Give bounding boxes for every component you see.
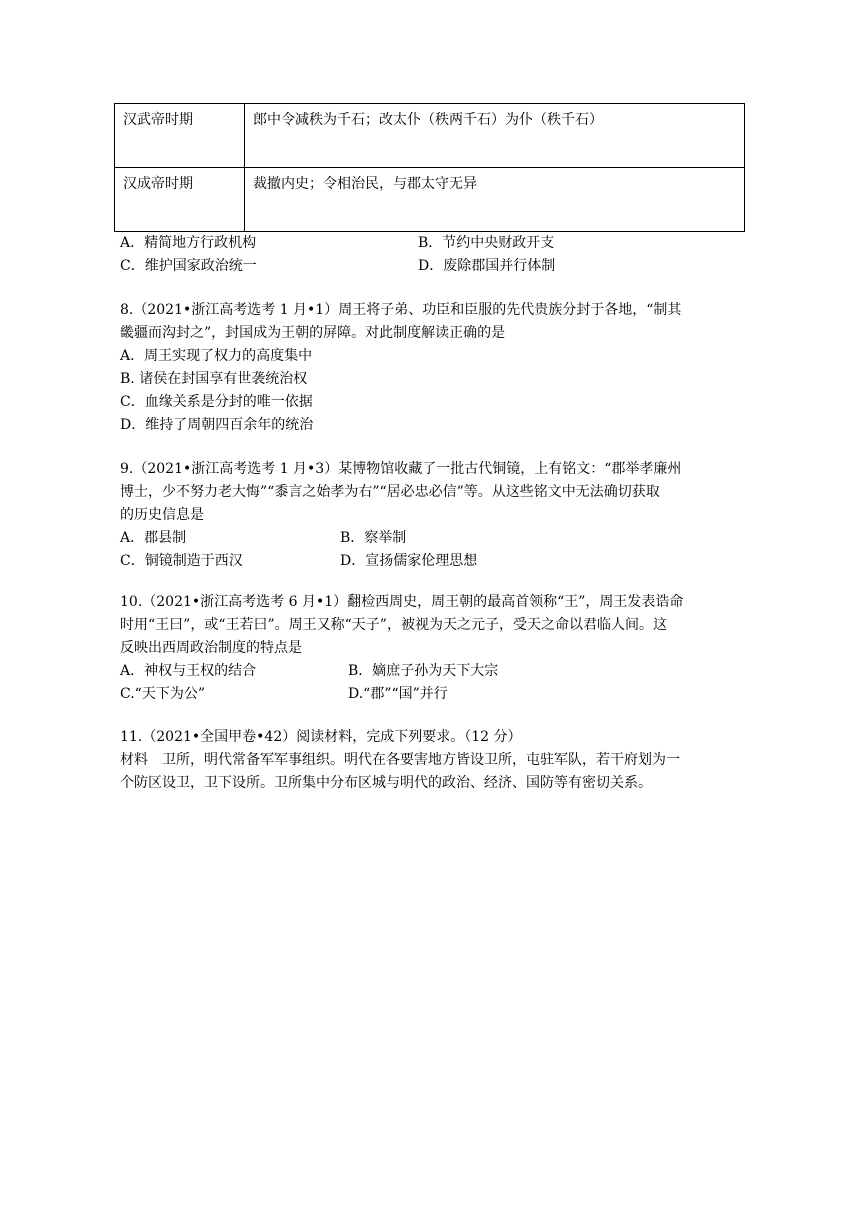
option-b: B．节约中央财政开支 [418, 235, 555, 251]
option-d: D．维持了周朝四百余年的统治 [120, 417, 314, 433]
option-b: B．嫡庶子孙为天下大宗 [348, 663, 499, 679]
material-line: 材料 卫所，明代常备军军事组织。明代在各要害地方皆设卫所，屯驻军队，若干府划为一 [120, 752, 680, 768]
question-9 [120, 457, 746, 572]
option-c: C．维护国家政治统一 [120, 258, 257, 274]
table-cell-period: 汉武帝时期 [115, 104, 245, 168]
question-stem-line: 博士，少不努力老大悔”“黍言之始孝为右”“居必忠必信”等。从这些铭文中无法确切获取 [120, 484, 660, 500]
option-d: D．宣扬儒家伦理思想 [340, 553, 478, 569]
question-stem-line: 畿疆而沟封之”，封国成为王朝的屏障。对此制度解读正确的是 [120, 325, 506, 341]
question-11 [120, 725, 746, 794]
table-row [115, 168, 745, 232]
option-c: C.“天下为公” [120, 686, 205, 702]
q7-options [120, 231, 746, 277]
question-10 [120, 590, 746, 705]
question-stem-line: 10.（2021•浙江高考选考 6 月•1）翻检西周史，周王朝的最高首领称“王”，周王发表诰命 [120, 594, 684, 610]
table-row [115, 104, 745, 168]
table-cell-content: 裁撤内史；令相治民，与郡太守无异 [245, 168, 745, 232]
option-d: D．废除郡国并行体制 [418, 258, 556, 274]
option-c: C．铜镜制造于西汉 [120, 553, 243, 569]
history-table [114, 103, 745, 232]
option-b: B．察举制 [340, 530, 407, 546]
question-stem-line: 9.（2021•浙江高考选考 1 月•3）某博物馆收藏了一批古代铜镜，上有铭文：“郡举孝廉州 [120, 461, 682, 477]
question-8 [120, 298, 746, 436]
option-a: A．周王实现了权力的高度集中 [120, 348, 313, 364]
question-stem-line: 反映出西周政治制度的特点是 [120, 640, 302, 656]
question-stem-line: 的历史信息是 [120, 507, 204, 523]
option-d: D.“郡”“国”并行 [348, 686, 448, 702]
table-cell-period: 汉成帝时期 [115, 168, 245, 232]
material-line: 个防区设卫，卫下设所。卫所集中分布区城与明代的政治、经济、国防等有密切关系。 [120, 775, 652, 791]
option-a: A．神权与王权的结合 [120, 663, 257, 679]
question-stem-line: 11.（2021•全国甲卷•42）阅读材料，完成下列要求。（12 分） [120, 729, 522, 745]
option-a: A．郡县制 [120, 530, 187, 546]
option-c: C．血缘关系是分封的唯一依据 [120, 394, 313, 410]
question-stem-line: 时用“王曰”，或“王若曰”。周王又称“天子”，被视为天之元子，受天之命以君临人间。这 [120, 617, 667, 633]
option-b: B. 诸侯在封国享有世袭统治权 [120, 371, 308, 387]
question-stem-line: 8.（2021•浙江高考选考 1 月•1）周王将子弟、功臣和臣服的先代贵族分封于各地，“制其 [120, 302, 682, 318]
table-cell-content: 郎中令减秩为千石；改太仆（秩两千石）为仆（秩千石） [245, 104, 745, 168]
option-a: A．精简地方行政机构 [120, 235, 257, 251]
